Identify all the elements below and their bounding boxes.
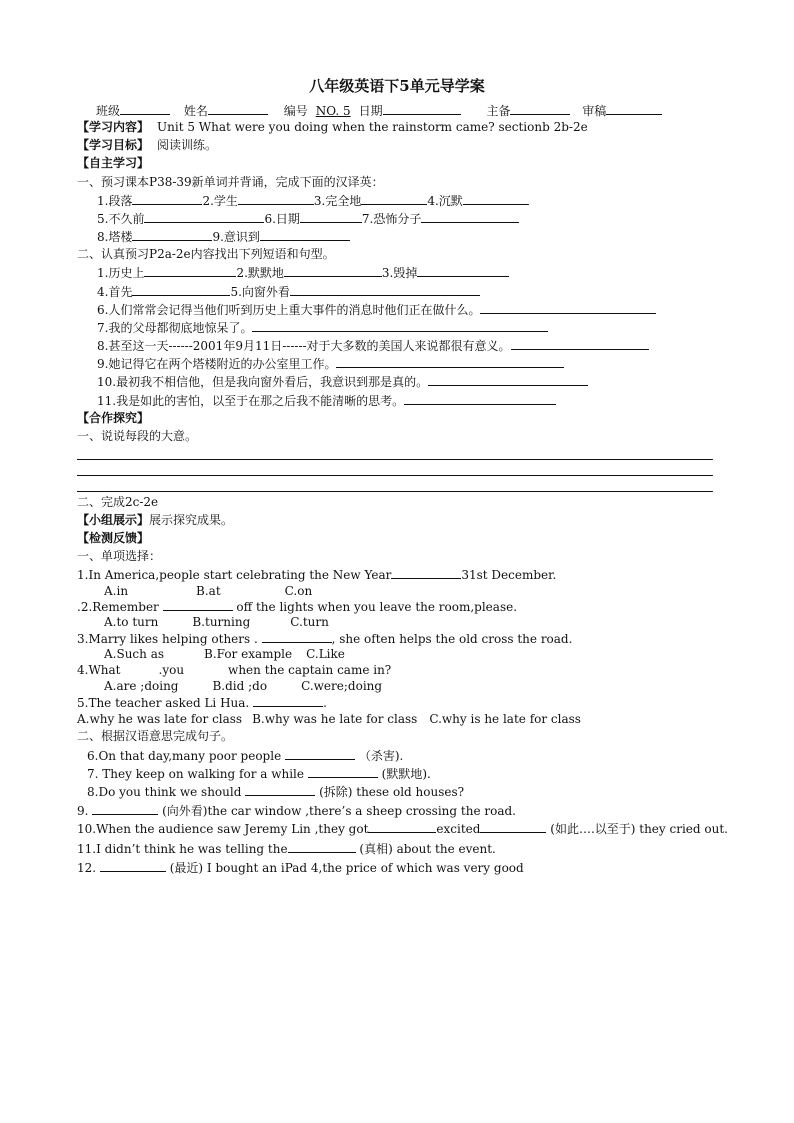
question-text: 8.Do you think we should: [87, 785, 242, 799]
phrase-item: 3.毁掉: [381, 266, 418, 280]
answer-blank[interactable]: [480, 821, 546, 833]
fill-8: [87, 784, 464, 800]
option-b[interactable]: B.did ;do: [212, 679, 268, 693]
option-c[interactable]: C.why is he late for class: [429, 712, 581, 726]
answer-blank[interactable]: [391, 567, 461, 579]
sentence-11: [97, 393, 556, 409]
content-label: 【学习内容】: [77, 120, 150, 134]
part1-heading: 一、预习课本P38-39新单词并背诵，完成下面的汉译英：: [77, 175, 384, 189]
question-2: [77, 599, 517, 615]
answer-blank[interactable]: [132, 193, 202, 205]
question-text: 7. They keep on walking for a while: [87, 767, 304, 781]
answer-blank[interactable]: [252, 320, 548, 332]
coop-q1: 一、说说每段的大意。: [77, 429, 198, 443]
answer-blank[interactable]: [361, 193, 427, 205]
sentence-6: [97, 302, 656, 318]
answer-blank[interactable]: [417, 265, 509, 277]
answer-blank[interactable]: [92, 803, 158, 815]
phrase-item: 1.历史上: [97, 266, 145, 280]
question-text: 31st December.: [461, 568, 557, 582]
goal-text: 阅读训练。: [157, 138, 218, 152]
answer-blank[interactable]: [238, 193, 314, 205]
header-row: [96, 103, 662, 119]
date-blank[interactable]: [383, 103, 461, 115]
question-text: (向外看)the car window ,there’s a sheep crossing the road.: [162, 804, 516, 818]
review-blank[interactable]: [606, 103, 662, 115]
answer-blank[interactable]: [511, 338, 649, 350]
date-label: 日期: [358, 104, 383, 118]
options-1: [104, 584, 312, 599]
phrase-row-1: [97, 265, 509, 281]
vocab-item: 9.意识到: [212, 230, 260, 244]
answer-blank[interactable]: [428, 374, 588, 386]
page-title: 八年级英语下5单元导学案: [309, 77, 485, 95]
phrase-row-2: [97, 284, 480, 300]
question-text: excited: [436, 822, 481, 836]
question-5: [77, 695, 327, 711]
answer-blank[interactable]: [308, 766, 378, 778]
vocab-row-1: [97, 193, 529, 209]
question-text: 12.: [77, 861, 97, 875]
question-text: (最近) I bought an iPad 4,the price of which was very good: [169, 861, 524, 875]
question-4: [77, 663, 391, 678]
fill-10: [77, 821, 728, 837]
question-text: (拆除) these old houses?: [319, 785, 465, 799]
option-b[interactable]: B.For example: [204, 647, 293, 661]
answer-blank[interactable]: [463, 193, 529, 205]
answer-line[interactable]: [77, 475, 713, 476]
sentence-text: 9.她记得它在两个塔楼附近的办公室里工作。: [97, 357, 337, 371]
option-a[interactable]: A.why he was late for class: [77, 712, 243, 726]
sentence-10: [97, 374, 588, 390]
fill-11: [77, 841, 496, 857]
sentence-text: 8.甚至这一天------2001年9月11日------对于大多数的美国人来说都很有意义。: [97, 339, 511, 353]
question-text: （杀害).: [358, 749, 404, 763]
phrase-item: 5.向窗外看: [230, 285, 290, 299]
check-label: 【检测反馈】: [77, 531, 150, 545]
option-a[interactable]: A.to turn: [104, 615, 159, 629]
question-text: (如此….以至于) they cried out.: [550, 822, 728, 836]
question-text: 10.When the audience saw Jeremy Lin ,they got: [77, 822, 369, 836]
question-3: [77, 631, 572, 647]
answer-blank[interactable]: [480, 302, 656, 314]
answer-blank[interactable]: [132, 229, 212, 241]
number-label: 编号: [283, 104, 308, 118]
answer-line[interactable]: [77, 459, 713, 460]
answer-blank[interactable]: [253, 695, 323, 707]
vocab-item: 6.日期: [264, 212, 300, 226]
answer-blank[interactable]: [285, 748, 355, 760]
question-text: 5.The teacher asked Li Hua.: [77, 696, 250, 710]
coop-q2: 二、完成2c-2e: [77, 495, 159, 509]
fill-12: [77, 860, 524, 876]
answer-blank[interactable]: [260, 229, 350, 241]
vocab-item: 3.完全地: [313, 194, 362, 208]
vocab-item: 7.恐怖分子: [361, 212, 422, 226]
sentence-text: 6.人们常常会记得当他们听到历史上重大事件的消息时他们正在做什么。: [97, 303, 481, 317]
goal-label: 【学习目标】: [77, 138, 150, 152]
answer-blank[interactable]: [245, 784, 315, 796]
question-text: 4.What: [77, 663, 121, 677]
options-2: [104, 615, 329, 630]
answer-blank[interactable]: [288, 841, 356, 853]
answer-blank[interactable]: [163, 599, 233, 611]
vocab-item: 5.不久前: [97, 212, 145, 226]
answer-blank[interactable]: [284, 265, 382, 277]
name-blank[interactable]: [208, 103, 268, 115]
vocab-item: 4.沉默: [427, 194, 463, 208]
show-label: 【小组展示】: [77, 513, 150, 527]
sentence-text: 10.最初我不相信他，但是我向窗外看后，我意识到那是真的。: [97, 375, 429, 389]
vocab-item: 1.段落: [97, 194, 133, 208]
question-text: 1.In America,people start celebrating the New Year: [77, 568, 392, 582]
fill-7: [87, 766, 431, 782]
single-heading: 一、单项选择：: [77, 549, 162, 563]
question-text: 3.Marry likes helping others .: [77, 632, 258, 646]
question-text: when the captain came in?: [228, 663, 392, 677]
goal-line: [77, 138, 217, 153]
options-5: [77, 712, 581, 727]
question-text: 11.I didn’t think he was telling the: [77, 842, 288, 856]
answer-blank[interactable]: [421, 211, 519, 223]
number-value: NO. 5: [315, 104, 351, 118]
option-a[interactable]: A.are ;doing: [104, 679, 179, 693]
option-a[interactable]: A.Such as: [104, 647, 165, 661]
sentence-9: [97, 356, 564, 372]
vocab-row-3: [97, 229, 350, 245]
question-text: .you: [158, 663, 185, 677]
question-text: .2.Remember: [77, 600, 159, 614]
option-c[interactable]: C.on: [284, 584, 313, 598]
content-text: Unit 5 What were you doing when the rainstorm came? sectionb 2b-2e: [157, 120, 588, 134]
class-label: 班级: [96, 104, 121, 118]
phrase-item: 4.首先: [97, 285, 133, 299]
answer-blank[interactable]: [144, 211, 264, 223]
question-1: [77, 567, 556, 583]
answer-blank[interactable]: [368, 821, 436, 833]
answer-blank[interactable]: [144, 265, 236, 277]
answer-blank[interactable]: [404, 393, 556, 405]
name-label: 姓名: [183, 104, 208, 118]
options-4: [104, 679, 382, 694]
options-3: [104, 647, 345, 662]
vocab-row-2: [97, 211, 519, 227]
sentence-text: 7.我的父母都彻底地惊呆了。: [97, 321, 253, 335]
answer-blank[interactable]: [100, 860, 166, 872]
answer-line[interactable]: [77, 491, 713, 492]
question-text: (默默地).: [381, 767, 431, 781]
part2-heading: 二、认真预习P2a-2e内容找出下列短语和句型。: [77, 247, 335, 261]
sentence-8: [97, 338, 649, 354]
phrase-item: 2.默默地: [236, 266, 284, 280]
lead-blank[interactable]: [510, 103, 570, 115]
question-text: (真相) about the event.: [359, 842, 496, 856]
answer-blank[interactable]: [300, 211, 362, 223]
coop-label: 【合作探究】: [77, 411, 150, 425]
question-text: 6.On that day,many poor people: [87, 749, 282, 763]
sentence-7: [97, 320, 548, 336]
option-c[interactable]: C.were;doing: [301, 679, 383, 693]
sentence-text: 11.我是如此的害怕，以至于在那之后我不能清晰的思考。: [97, 394, 405, 408]
option-c[interactable]: C.Like: [306, 647, 345, 661]
answer-blank[interactable]: [262, 631, 332, 643]
option-b[interactable]: B.turning: [192, 615, 251, 629]
answer-blank[interactable]: [290, 284, 480, 296]
option-b[interactable]: B.why was he late for class: [252, 712, 418, 726]
lead-label: 主备: [486, 104, 511, 118]
self-study-label: 【自主学习】: [77, 156, 150, 170]
question-text: off the lights when you leave the room,please.: [232, 600, 518, 614]
answer-blank[interactable]: [336, 356, 564, 368]
question-text: , she often helps the old cross the road.: [331, 632, 573, 646]
vocab-item: 8.塔楼: [97, 230, 133, 244]
content-line: [77, 120, 588, 135]
review-label: 审稿: [582, 104, 607, 118]
vocab-item: 2.学生: [202, 194, 238, 208]
show-line: [77, 513, 233, 528]
fill-6: [87, 748, 403, 764]
option-a[interactable]: A.in: [104, 584, 129, 598]
option-b[interactable]: B.at: [196, 584, 221, 598]
option-c[interactable]: C.turn: [290, 615, 329, 629]
class-blank[interactable]: [120, 103, 170, 115]
fill-heading: 二、根据汉语意思完成句子。: [77, 729, 234, 743]
question-text: 9.: [77, 804, 89, 818]
answer-blank[interactable]: [132, 284, 230, 296]
question-text: .: [323, 696, 327, 710]
show-text: 展示探究成果。: [149, 513, 234, 527]
fill-9: [77, 803, 516, 819]
